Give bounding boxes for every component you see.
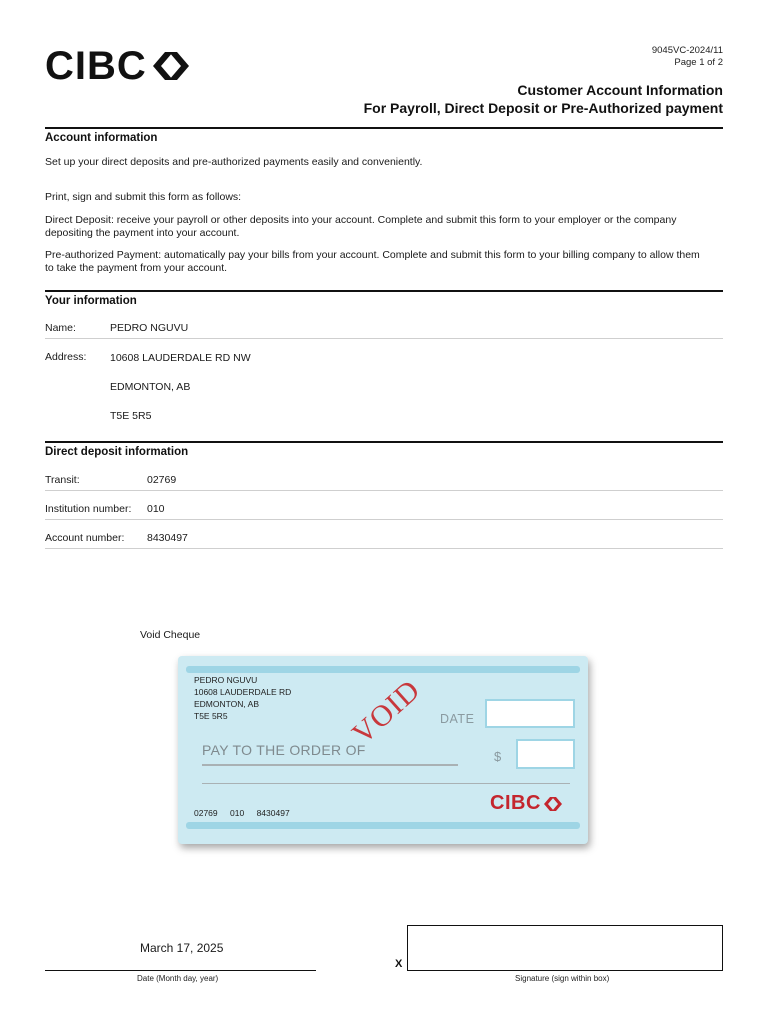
row-divider xyxy=(45,548,723,549)
title-line-1: Customer Account Information xyxy=(517,82,723,98)
address-line-2: EDMONTON, AB xyxy=(110,381,191,393)
transit-label: Transit: xyxy=(45,474,80,486)
address-line-1: 10608 LAUDERDALE RD NW xyxy=(110,352,251,364)
direct-deposit-description xyxy=(45,214,725,239)
cibc-diamond-icon xyxy=(543,795,563,813)
row-divider xyxy=(45,519,723,520)
institution-value: 010 xyxy=(147,503,165,515)
void-stamp: VOID xyxy=(346,673,427,751)
cheque-date-label: DATE xyxy=(440,712,475,726)
date-value: March 17, 2025 xyxy=(140,941,224,955)
section-divider xyxy=(45,127,723,129)
name-label: Name: xyxy=(45,322,76,334)
section-divider xyxy=(45,290,723,292)
signature-box[interactable] xyxy=(407,925,723,971)
date-caption: Date (Month day, year) xyxy=(137,974,219,983)
cheque-address-line-2: EDMONTON, AB xyxy=(194,699,260,709)
transit-value: 02769 xyxy=(147,474,177,486)
row-divider xyxy=(45,338,723,339)
void-cheque-label: Void Cheque xyxy=(140,629,201,641)
cheque-pay-to-label: PAY TO THE ORDER OF xyxy=(202,742,366,758)
cheque-logo-text: CIBC xyxy=(490,792,541,814)
preauth-line-1: Pre-authorized Payment: automatically pay your bills from your account. Complete and submit this form to your billing company to allow them xyxy=(45,249,700,261)
title-line-2: For Payroll, Direct Deposit or Pre-Authorized payment xyxy=(363,100,723,116)
page-indicator: Page 1 of 2 xyxy=(674,57,723,68)
signature-x-mark: X xyxy=(395,958,403,970)
form-code: 9045VC-2024/11 xyxy=(651,45,723,56)
logo-text: CIBC xyxy=(45,44,147,88)
cheque-address-line-1: 10608 LAUDERDALE RD xyxy=(194,687,292,697)
cheque-bottom-stripe xyxy=(186,822,580,829)
account-information-title: Account information xyxy=(45,132,158,144)
cheque-holder-name: PEDRO NGUVU xyxy=(194,675,258,685)
your-information-title: Your information xyxy=(45,295,137,307)
preauth-line-2: to take the payment from your account. xyxy=(45,261,228,274)
page-title xyxy=(364,81,723,117)
address-line-3: T5E 5R5 xyxy=(110,410,152,422)
instructions-text: Print, sign and submit this form as follows: xyxy=(45,191,242,203)
section-divider xyxy=(45,441,723,443)
account-value: 8430497 xyxy=(147,532,188,544)
date-line xyxy=(45,970,316,971)
cheque-date-box xyxy=(485,699,575,728)
cheque-dollar-sign: $ xyxy=(494,749,502,764)
preauth-description xyxy=(45,249,725,274)
direct-deposit-title: Direct deposit information xyxy=(45,446,189,458)
cheque-signature-line xyxy=(202,783,570,784)
institution-label: Institution number: xyxy=(45,503,132,515)
cheque-holder-block xyxy=(194,674,291,722)
signature-caption: Signature (sign within box) xyxy=(515,974,610,983)
cheque-payee-line xyxy=(202,764,458,766)
cheque-address-line-3: T5E 5R5 xyxy=(194,711,228,721)
cheque-micr-line xyxy=(194,808,290,818)
micr-institution: 010 xyxy=(230,808,245,818)
direct-deposit-line-2: depositing the payment into your account. xyxy=(45,226,240,239)
cheque-cibc-logo xyxy=(490,792,563,815)
row-divider xyxy=(45,490,723,491)
cibc-diamond-icon xyxy=(151,48,191,84)
account-label: Account number: xyxy=(45,532,125,544)
account-intro-text: Set up your direct deposits and pre-authorized payments easily and conveniently. xyxy=(45,156,423,168)
cheque-amount-box xyxy=(516,739,575,769)
cheque-top-stripe xyxy=(186,666,580,673)
name-value: PEDRO NGUVU xyxy=(110,322,189,334)
cibc-logo xyxy=(45,46,191,86)
address-label: Address: xyxy=(45,351,87,363)
micr-transit: 02769 xyxy=(194,808,218,818)
form-code-block xyxy=(652,45,723,69)
direct-deposit-line-1: Direct Deposit: receive your payroll or other deposits into your account. Complete and submit this form to your employer or the company xyxy=(45,214,677,226)
micr-account: 8430497 xyxy=(256,808,290,818)
void-cheque-image xyxy=(178,656,588,844)
